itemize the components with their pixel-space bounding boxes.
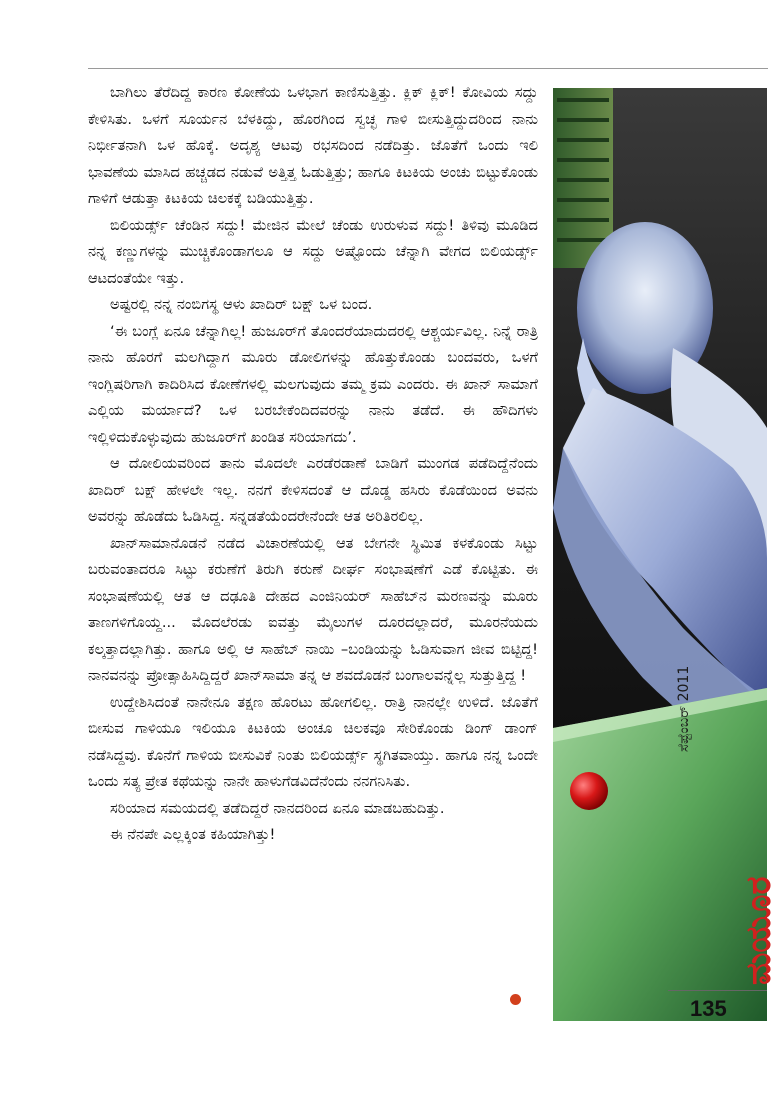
paragraph: ಖಾನ್‌ಸಾಮಾನೊಡನೆ ನಡೆದ ವಿಚಾರಣೆಯಲ್ಲಿ ಆತ ಬೇಗನೇ ಸ್ಥಿಮಿತ ಕಳಕೊಂಡು ಸಿಟ್ಟು ಬರುವಂತಾದರೂ ಸಿಟ್ಟು ಕರುಣೆಗೆ ತಿರುಗಿ ಕರುಣೆ ದೀರ್ಘ ಸಂಭಾಷಣೆಗೆ ಎಡೆ ಕೊಟ್ಟಿತು. ಈ ಸಂಭಾಷಣೆಯಲ್ಲಿ ಆತ ಆ ದಢೂತಿ ದೇಹದ ಎಂಜಿನಿಯರ್ ಸಾಹೆಬ್‌ನ ಮರಣವನ್ನು ಮೂರು ತಾಣಗಳಿಗೊಯ್ದ... ಮೊದಲೆರಡು ಐವತ್ತು ಮೈಲುಗಳ ದೂರದಲ್ಲಾದರೆ, ಮೂರನೆಯದು ಕಲ್ಕತ್ತಾದಲ್ಲಾಗಿತ್ತು. ಹಾಗೂ ಅಲ್ಲಿ ಆ ಸಾಹೆಬ್ ನಾಯಿ –ಬಂಡಿಯನ್ನು ಓಡಿಸುವಾಗ ಜೀವ ಬಿಟ್ಟಿದ್ದ! ನಾನವನನ್ನು ಪ್ರೋತ್ಸಾಹಿಸಿದ್ದಿದ್ದರೆ ಖಾನ್‌ಸಾಮಾ ತನ್ನ ಆ ಶವದೊಡನೆ ಬಂಗಾಲವನ್ನೆಲ್ಲ ಸುತ್ತುತ್ತಿದ್ದ ! [88,534,538,684]
page-number-rule [668,990,767,991]
paragraph: ‘ಈ ಬಂಗ್ಲೆ ಏನೂ ಚೆನ್ನಾಗಿಲ್ಲ! ಹುಜೂರ್‌ಗೆ ತೊಂದರೆಯಾದುದರಲ್ಲಿ ಆಶ್ಚರ್ಯವಿಲ್ಲ. ನಿನ್ನೆ ರಾತ್ರಿ ನಾನು ಹೊರಗೆ ಮಲಗಿದ್ದಾಗ ಮೂರು ಡೋಲಿಗಳನ್ನು ಹೊತ್ತುಕೊಂಡು ಬಂದವರು, ಒಳಗೆ ಇಂಗ್ಲಿಷರಿಗಾಗಿ ಕಾದಿರಿಸಿದ ಕೋಣೆಗಳಲ್ಲಿ ಮಲಗುವುದು ತಮ್ಮ ಕ್ರಮ ಎಂದರು. ಈ ಖಾನ್ ಸಾಮಾಗೆ ಎಲ್ಲಿಯ ಮರ್ಯಾದೆ? ಒಳ ಬರಬೇಕೆಂದಿದವರನ್ನು ನಾನು ತಡೆದೆ. ಈ ಹೌದಿಗಳು ಇಲ್ಲಿಳಿದುಕೊಳ್ಳುವುದು ಹುಜೂರ್‌ಗೆ ಖಂಡಿತ ಸರಿಯಾಗದು’. [88,322,538,446]
paragraph: ಸರಿಯಾದ ಸಮಯದಲ್ಲಿ ತಡೆದಿದ್ದರೆ ನಾನದರಿಂದ ಏನೂ ಮಾಡಬಹುದಿತ್ತು. [110,799,445,817]
paragraph: ಆ ದೋಲಿಯವರಿಂದ ತಾನು ಮೊದಲೇ ಎರಡೆರಡಾಣೆ ಬಾಡಿಗೆ ಮುಂಗಡ ಪಡೆದಿದ್ದೆನೆಂದು ಖಾದಿರ್ ಬಕ್ಷ್ ಹೇಳಲೇ ಇಲ್ಲ. ನನಗೆ ಕೇಳಿಸದಂತೆ ಆ ದೊಡ್ಡ ಹಸಿರು ಕೊಡೆಯಿಂದ ಅವನು ಅವರನ್ನು ಹೊಡೆದು ಓಡಿಸಿದ್ದ. ಸನ್ನಡತೆಯೆಂದರೇನೆಂದೇ ಆತ ಅರಿತಿರಲಿಲ್ಲ. [88,455,538,525]
magazine-logo: ಮಯೂರ [739,876,779,985]
article-body [88,80,538,849]
paragraph: ಈ ನೆನಪೇ ಎಲ್ಲಕ್ಕಿಂತ ಕಹಿಯಾಗಿತ್ತು! [110,826,276,843]
paragraph: ಬಿಲಿಯರ್ಡ್ಸ್ ಚೆಂಡಿನ ಸದ್ದು! ಮೇಜಿನ ಮೇಲೆ ಚೆಂಡು ಉರುಳುವ ಸದ್ದು! ತಿಳಿವು ಮೂಡಿದ ನನ್ನ ಕಣ್ಣುಗಳನ್ನು ಮುಚ್ಚಿಕೊಂಡಾಗಲೂ ಆ ಸದ್ದು ಅಷ್ಟೊಂದು ಚೆನ್ನಾಗಿ ವೇಗದ ಬಿಲಿಯರ್ಡ್ಸ್ ಆಟದಂತೆಯೇ ಇತ್ತು. [88,216,538,287]
paragraph: ಉದ್ದೇಶಿಸಿದಂತೆ ನಾನೇನೂ ತಕ್ಷಣ ಹೊರಟು ಹೋಗಲಿಲ್ಲ. ರಾತ್ರಿ ನಾನಲ್ಲೇ ಉಳಿದೆ. ಜೊತೆಗೆ ಬೀಸುವ ಗಾಳಿಯೂ ಇಲಿಯೂ ಕಿಟಕಿಯ ಅಂಚೂ ಚಿಲಕವೂ ಸೇರಿಕೊಂಡು ಡಿಂಗ್ ಡಾಂಗ್ ನಡೆಸಿದ್ದವು. ಕೊನೆಗೆ ಗಾಳಿಯ ಬೀಸುವಿಕೆ ನಿಂತು ಬಿಲಿಯರ್ಡ್ಸ್ ಸ್ಥಗಿತವಾಯ್ತು. ಹಾಗೂ ನನ್ನ ಒಂದೇ ಒಂದು ಸತ್ಯ ಪ್ರೇತ ಕಥೆಯನ್ನು ನಾನೇ ಹಾಳುಗೆಡವಿದೆನೆಂದು ನನಗನಿಸಿತು. [88,693,538,790]
billiards-photo [553,88,767,1021]
page-number: 135 [690,996,727,1021]
end-mark-dot [510,994,521,1005]
issue-date: ಸೆಪ್ಟೆಂಬರ್ 2011 [676,665,692,752]
top-divider [88,68,768,69]
paragraph: ಅಷ್ಟರಲ್ಲಿ ನನ್ನ ನಂಬಿಗಸ್ಥ ಆಳು ಖಾದಿರ್ ಬಕ್ಷ್ ಒಳ ಬಂದ. [110,296,373,313]
paragraph: ಬಾಗಿಲು ತೆರೆದಿದ್ದ ಕಾರಣ ಕೋಣೆಯ ಒಳಭಾಗ ಕಾಣಿಸುತ್ತಿತ್ತು. ಕ್ಲಿಕ್ ಕ್ಲಿಕ್! ಕೋವಿಯ ಸದ್ದು ಕೇಳಿಸಿತು. ಒಳಗೆ ಸೂರ್ಯನ ಬೆಳಕಿದ್ದು, ಹೊರಗಿಂದ ಸ್ವಚ್ಛ ಗಾಳಿ ಬೀಸುತ್ತಿದ್ದುದರಿಂದ ನಾನು ನಿರ್ಭೀತನಾಗಿ ಒಳ ಹೊಕ್ಕೆ. ಅದೃಶ್ಯ ಆಟವು ರಭಸದಿಂದ ನಡೆದಿತ್ತು. ಜೊತೆಗೆ ಒಂದು ಇಲಿ ಭಾವಣೆಯ ಮಾಸಿದ ಹಚ್ಚಡದ ನಡುವೆ ಅತ್ತಿತ್ತ ಓಡುತ್ತಿತ್ತು; ಹಾಗೂ ಕಿಟಕಿಯ ಅಂಚು ಬಿಟ್ಟುಕೊಂಡು ಗಾಳಿಗೆ ಆಡುತ್ತಾ ಕಿಟಕಿಯ ಚಿಲಕಕ್ಕೆ ಬಡಿಯುತ್ತಿತ್ತು. [88,84,538,207]
